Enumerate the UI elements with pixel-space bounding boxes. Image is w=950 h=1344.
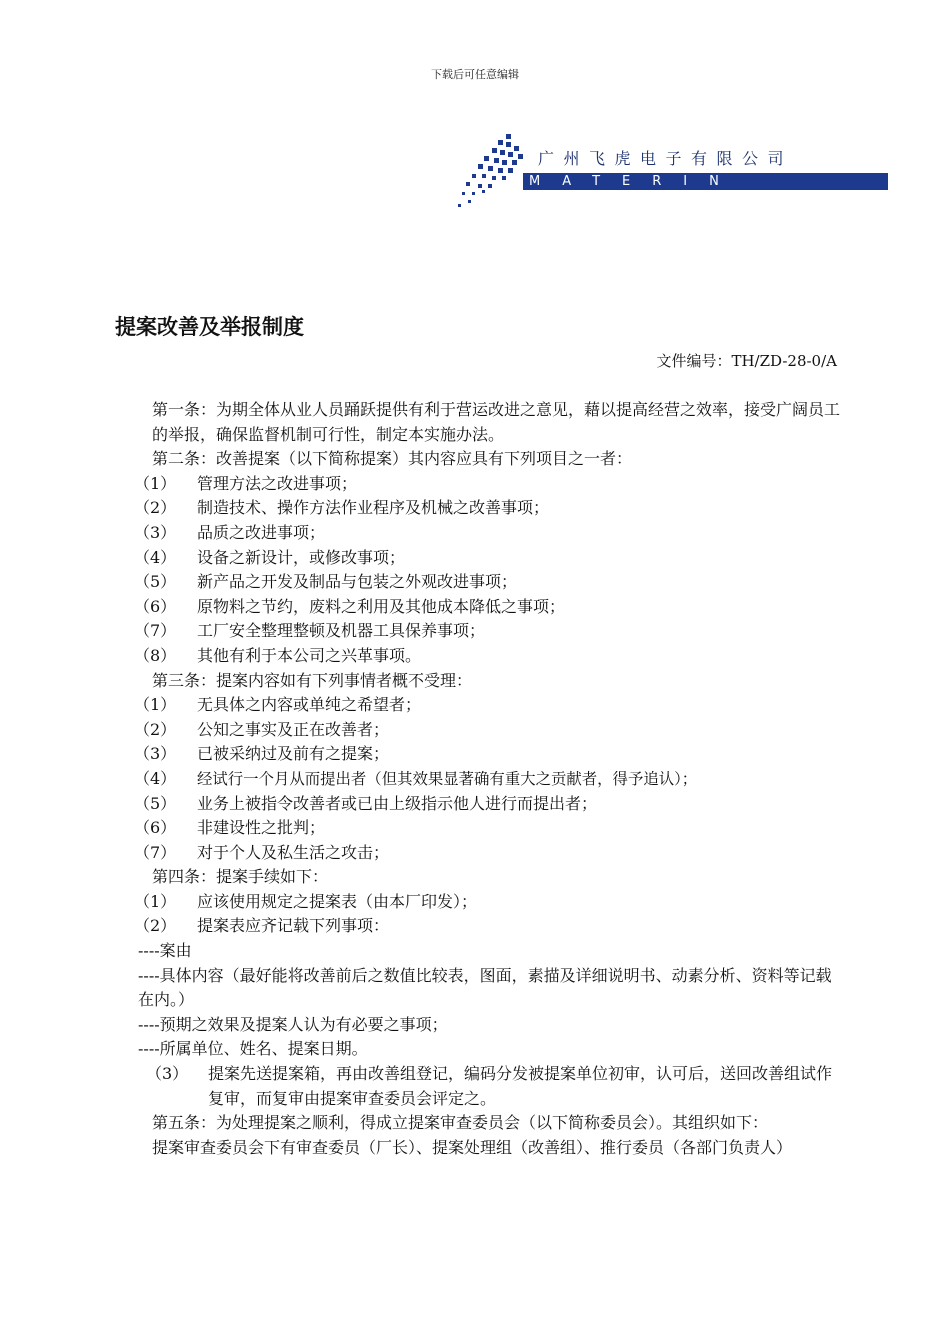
header-note: 下载后可任意编辑 <box>431 68 519 81</box>
list-item: （6） 原物料之节约，废料之利用及其他成本降低之事项； <box>134 596 566 616</box>
list-item: （4） 设备之新设计，或修改事项； <box>134 547 406 567</box>
list-item: （2） 制造技术、操作方法作业程序及机械之改善事项； <box>134 498 550 518</box>
article-4-dash-list <box>138 939 842 1062</box>
list-item: （2） 提案表应齐记载下列事项： <box>134 916 390 936</box>
article-3-heading: 第三条：提案内容如有下列事情者概不受理： <box>152 670 473 690</box>
list-item: （4） 经试行一个月从而提出者（但其效果显著确有重大之贡献者，得予追认）； <box>134 768 698 788</box>
document-number: 文件编号：TH/ZD-28-0/A <box>656 352 837 370</box>
list-item: （6） 非建设性之批判； <box>134 818 326 838</box>
list-item: （5） 新产品之开发及制品与包装之外观改进事项； <box>134 572 518 592</box>
list-item: （1） 无具体之内容或单纯之希望者； <box>134 695 422 715</box>
list-item: （5） 业务上被指令改善者或已由上级指示他人进行而提出者； <box>134 793 598 813</box>
article-3-list <box>134 693 842 865</box>
list-item: （3） 已被采纳过及前有之提案； <box>134 744 390 764</box>
article-4-list <box>134 890 842 939</box>
logo-mark-icon <box>456 132 526 214</box>
article-2-heading: 第二条：改善提案（以下简称提案）其内容应具有下列项目之一者： <box>152 449 633 469</box>
list-item: ----具体内容（最好能将改善前后之数值比较表，图面，素描及详细说明书、动素分析、资料等记载在内。） <box>138 965 832 1010</box>
list-item: （1） 应该使用规定之提案表（由本厂印发）； <box>134 891 478 911</box>
brand-name: MATERIN <box>529 174 741 189</box>
list-item: （1） 管理方法之改进事项； <box>134 473 358 493</box>
company-name: 广州飞虎电子有限公司 <box>538 149 794 168</box>
article-5-heading: 第五条：为处理提案之顺利，得成立提案审查委员会（以下简称委员会）。其组织如下： <box>152 1113 769 1133</box>
list-item: （2） 公知之事实及正在改善者； <box>134 719 390 739</box>
article-5-text: 提案审查委员会下有审查委员（厂长）、提案处理组（改善组）、推行委员（各部门负责人） <box>152 1137 793 1157</box>
list-item: （3） 品质之改进事项； <box>134 522 326 542</box>
list-item: ----预期之效果及提案人认为有必要之事项； <box>138 1014 448 1034</box>
list-item: （7） 工厂安全整理整顿及机器工具保养事项； <box>134 621 486 641</box>
brand-bar <box>523 173 888 190</box>
article-4-item-3: （3） 提案先送提案箱，再由改善组登记，编码分发被提案单位初审，认可后，送回改善组试作复审，而复审由提案审查委员会评定之。 <box>146 1064 833 1108</box>
document-body <box>134 398 842 1160</box>
article-2-list <box>134 472 842 669</box>
list-item: ----案由 <box>138 941 192 961</box>
list-item: （8） 其他有利于本公司之兴革事项。 <box>134 645 422 665</box>
list-item: （7） 对于个人及私生活之攻击； <box>134 842 390 862</box>
document-title: 提案改善及举报制度 <box>115 315 304 339</box>
article-1: 第一条：为期全体从业人员踊跃提供有利于营运改进之意见，藉以提高经营之效率，接受广阔员工的举报，确保监督机制可行性，制定本实施办法。 <box>152 400 841 444</box>
article-4-heading: 第四条：提案手续如下： <box>152 867 329 887</box>
list-item: ----所属单位、姓名、提案日期。 <box>138 1039 368 1059</box>
